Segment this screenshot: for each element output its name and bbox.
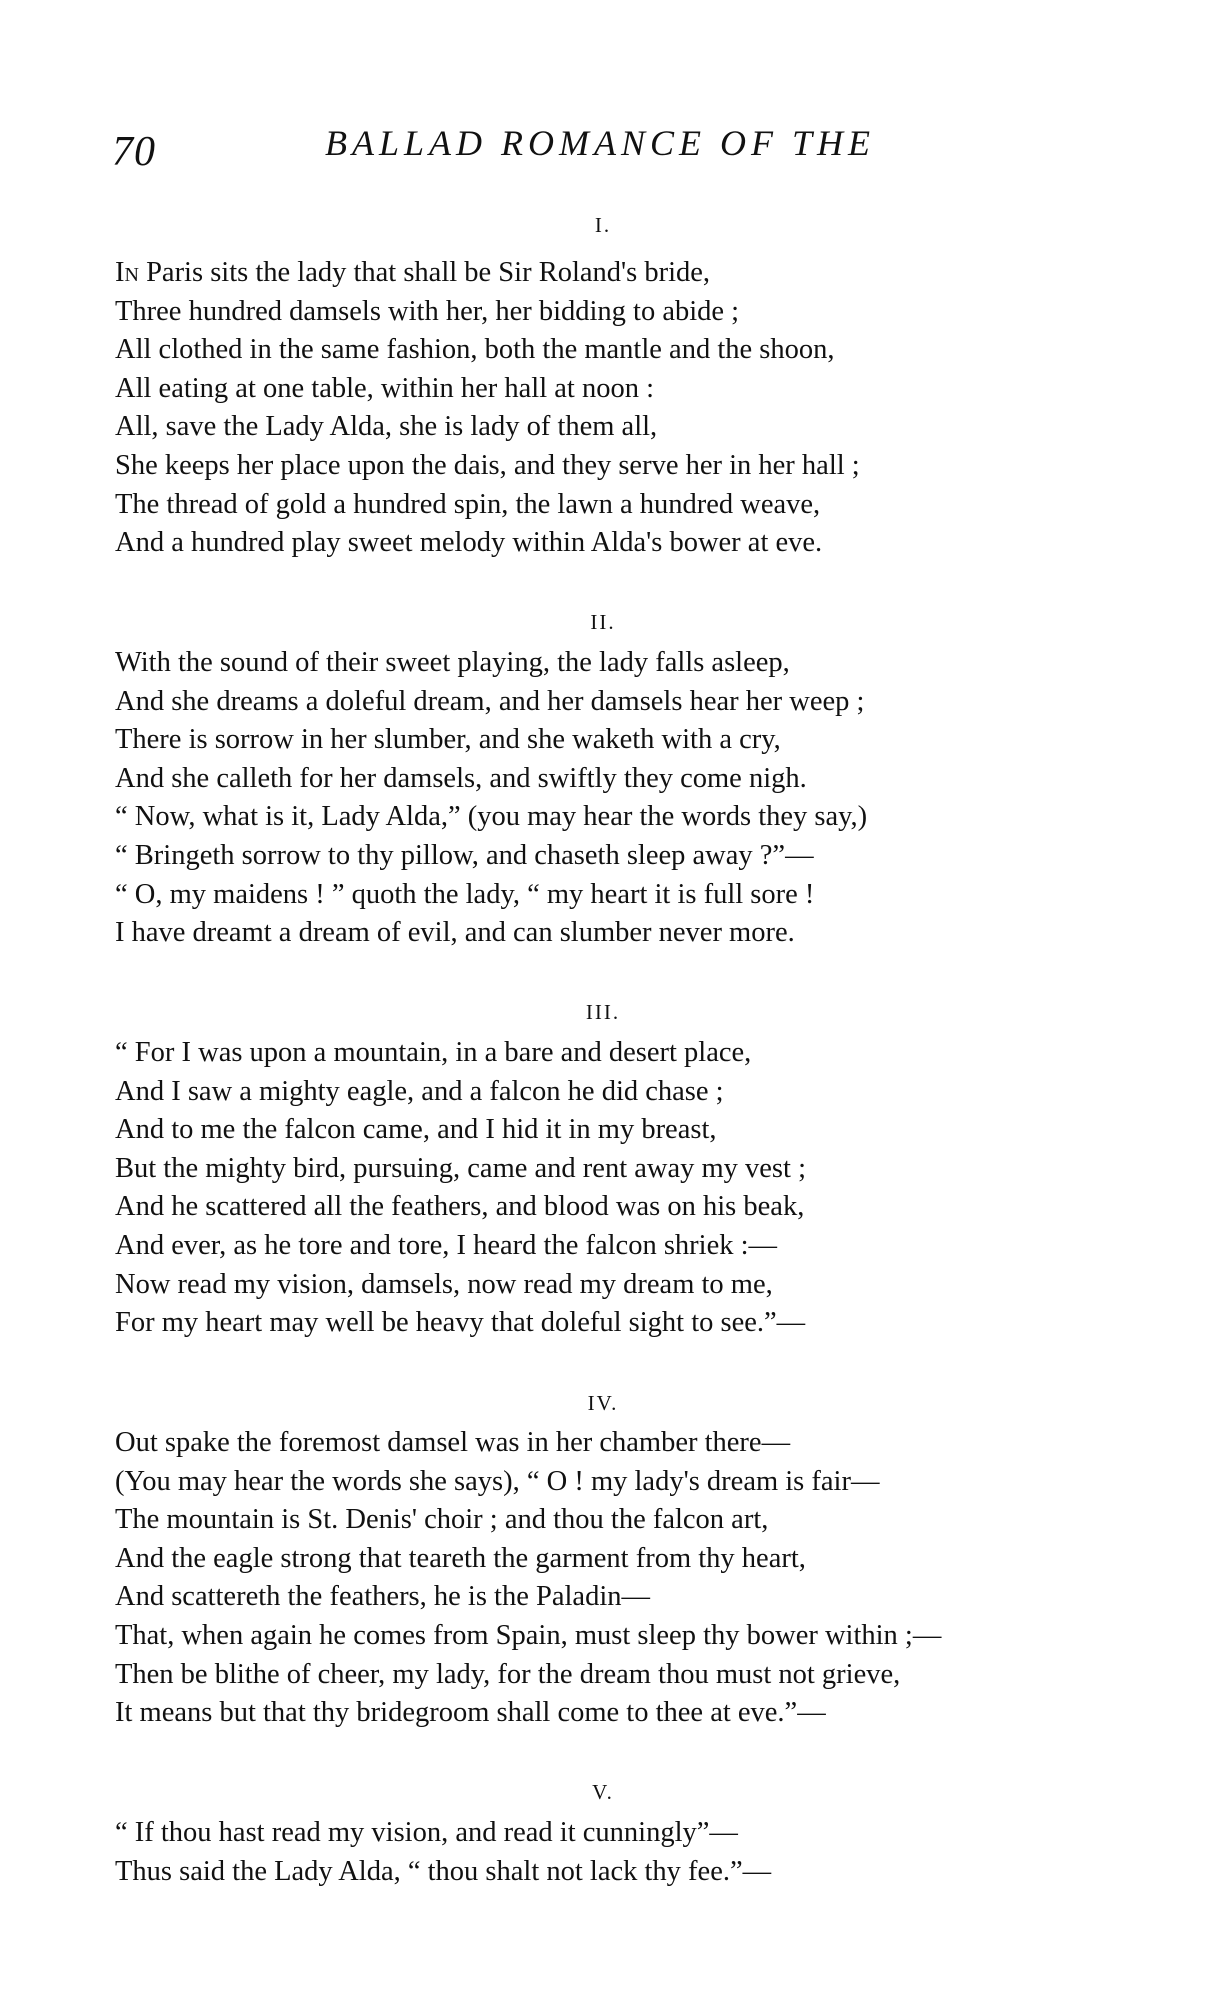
- stanza-2: [115, 644, 867, 953]
- stanza-line: (You may hear the words she says), “ O ! my lady's dream is fair—: [115, 1465, 880, 1497]
- stanza-line: And she dreams a doleful dream, and her damsels hear her weep ;: [115, 685, 865, 717]
- page-number: 70: [112, 129, 156, 175]
- stanza-line: And he scattered all the feathers, and blood was on his beak,: [115, 1191, 805, 1223]
- stanza-line: For my heart may well be heavy that doleful sight to see.”—: [115, 1307, 806, 1339]
- stanza-line: “ Now, what is it, Lady Alda,” (you may hear the words they say,): [115, 801, 868, 833]
- stanza-line: All clothed in the same fashion, both the mantle and the shoon,: [115, 334, 835, 366]
- stanza-number-5: V.: [592, 1780, 614, 1804]
- drop-word: In: [115, 257, 139, 288]
- stanza-4: [115, 1424, 941, 1733]
- stanza-line: “ If thou hast read my vision, and read it cunningly”—: [115, 1817, 738, 1848]
- stanza-line: She keeps her place upon the dais, and they serve her in her hall ;: [115, 449, 860, 481]
- stanza-number-1: I.: [594, 213, 612, 237]
- stanza-line: I have dreamt a dream of evil, and can slumber never more.: [115, 917, 795, 949]
- stanza-line: And the eagle strong that teareth the garment from thy heart,: [115, 1542, 806, 1574]
- stanza-number-4: IV.: [587, 1391, 619, 1415]
- stanza-line: And I saw a mighty eagle, and a falcon he did chase ;: [115, 1075, 724, 1107]
- stanza-line: With the sound of their sweet playing, the lady falls asleep,: [115, 647, 790, 678]
- running-head: BALLAD ROMANCE OF THE: [325, 123, 875, 163]
- stanza-line: [115, 254, 860, 293]
- stanza-line: And a hundred play sweet melody within Alda's bower at eve.: [115, 527, 823, 559]
- stanza-line: The thread of gold a hundred spin, the lawn a hundred weave,: [115, 488, 821, 520]
- stanza-line: “ For I was upon a mountain, in a bare and desert place,: [115, 1037, 752, 1068]
- stanza-line: All, save the Lady Alda, she is lady of them all,: [115, 411, 658, 443]
- stanza-line: “ Bringeth sorrow to thy pillow, and chaseth sleep away ?”—: [115, 839, 814, 871]
- stanza-line: But the mighty bird, pursuing, came and rent away my vest ;: [115, 1152, 806, 1184]
- stanza-3: [115, 1034, 806, 1343]
- stanza-number-3: III.: [585, 1000, 621, 1024]
- stanza-line: Then be blithe of cheer, my lady, for the dream thou must not grieve,: [115, 1658, 901, 1690]
- stanza-line: And she calleth for her damsels, and swiftly they come nigh.: [115, 762, 807, 794]
- stanza-5: [115, 1814, 771, 1891]
- stanza-line: Now read my vision, damsels, now read my dream to me,: [115, 1268, 773, 1300]
- stanza-line: “ O, my maidens ! ” quoth the lady, “ my heart it is full sore !: [115, 878, 815, 910]
- stanza-line: There is sorrow in her slumber, and she waketh with a cry,: [115, 724, 781, 756]
- stanza-line: It means but that thy bridegroom shall come to thee at eve.”—: [115, 1697, 826, 1729]
- stanza-line: That, when again he comes from Spain, must sleep thy bower within ;—: [115, 1619, 942, 1651]
- stanza-line: The mountain is St. Denis' choir ; and thou the falcon art,: [115, 1504, 769, 1536]
- line-text: Paris sits the lady that shall be Sir Roland's bride,: [138, 257, 711, 288]
- stanza-line: All eating at one table, within her hall at noon :: [115, 372, 654, 404]
- stanza-line: Out spake the foremost damsel was in her chamber there—: [115, 1427, 791, 1458]
- stanza-line: And to me the falcon came, and I hid it in my breast,: [115, 1114, 717, 1146]
- stanza-line: Thus said the Lady Alda, “ thou shalt not lack thy fee.”—: [115, 1855, 772, 1887]
- stanza-line: Three hundred damsels with her, her bidding to abide ;: [115, 295, 740, 327]
- stanza-line: And ever, as he tore and tore, I heard the falcon shriek :—: [115, 1229, 778, 1261]
- stanza-1: [115, 254, 860, 563]
- stanza-line: And scattereth the feathers, he is the Paladin—: [115, 1581, 650, 1613]
- stanza-number-2: II.: [590, 610, 616, 634]
